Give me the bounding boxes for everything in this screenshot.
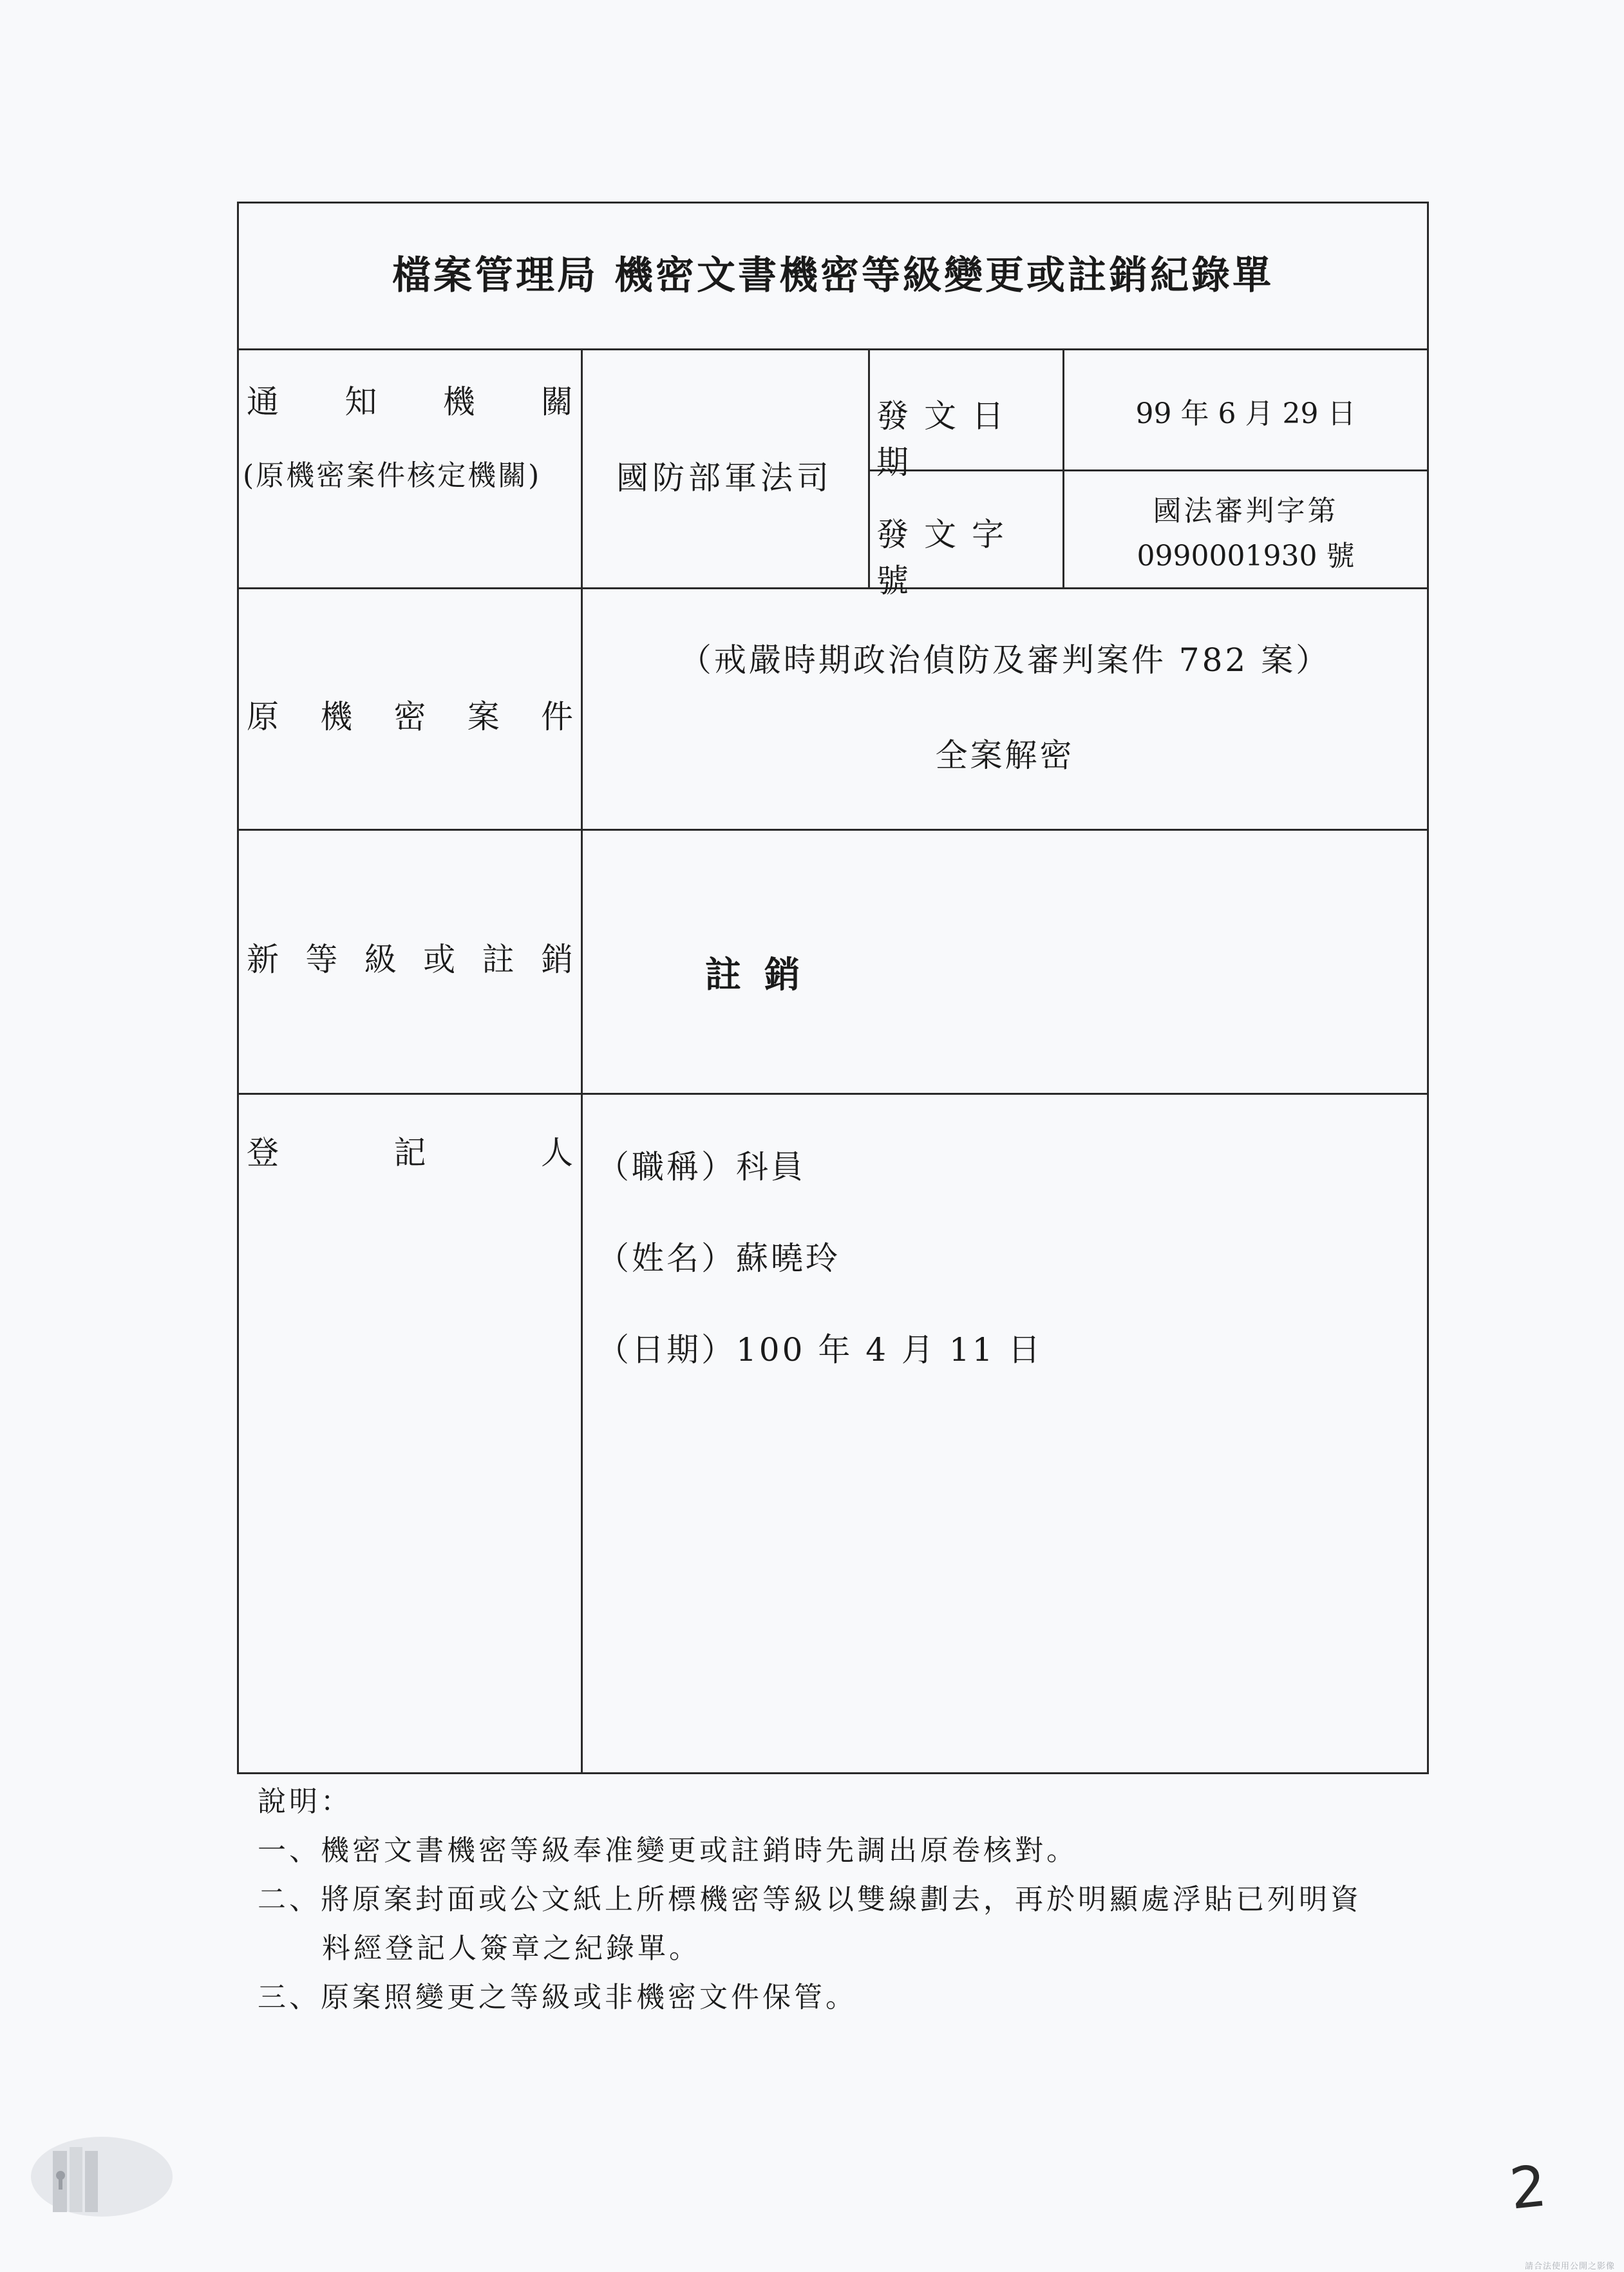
issue-number-label-cell xyxy=(869,471,1064,600)
notify-agency-label-cell xyxy=(238,350,582,589)
original-case-line2: 全案解密 xyxy=(935,737,1075,774)
original-case-line1: （戒嚴時期政治偵防及審判案件 782 案） xyxy=(679,641,1331,679)
archive-logo-icon xyxy=(26,2132,174,2222)
notes-item-2-line-2: 料經登記人簽章之紀錄單。 xyxy=(322,1932,701,1965)
issue-number-line2: 0990001930 號 xyxy=(1137,540,1355,573)
notify-agency-value-cell xyxy=(582,350,869,589)
notes-heading: 說明： xyxy=(258,1785,352,1818)
notes-item-3: 三、原案照變更之等級或非機密文件保管。 xyxy=(258,1981,857,2014)
original-case-label: 原 機 密 案 件 xyxy=(247,698,573,735)
notes-item-1: 一、機密文書機密等級奉准變更或註銷時先調出原卷核對。 xyxy=(258,1834,1078,1867)
issue-date-value: 99 年 6 月 29 日 xyxy=(1135,397,1356,430)
issue-date-value-cell xyxy=(1064,350,1428,471)
original-case-value-cell xyxy=(582,589,1428,830)
notify-agency-value: 國防部軍法司 xyxy=(616,459,833,497)
registrar-label: 登 記 人 xyxy=(247,1134,573,1171)
original-case-label-cell xyxy=(238,589,582,830)
registrar-label-cell xyxy=(238,1094,582,1774)
notify-agency-label: 通 知 機 關 xyxy=(247,383,573,421)
issue-date-label: 發文日期 xyxy=(876,397,1019,481)
new-level-value-cell xyxy=(582,830,1428,1094)
issue-number-line1: 國法審判字第 xyxy=(1153,495,1339,527)
record-form-table xyxy=(237,202,1429,1774)
new-level-label: 新 等 級 或 註 銷 xyxy=(247,941,573,978)
issue-number-value-cell xyxy=(1064,471,1428,589)
issue-date-label-cell xyxy=(869,350,1064,481)
registrar-value-cell xyxy=(582,1094,1428,1774)
form-title: 檔案管理局 機密文書機密等級變更或註銷紀錄單 xyxy=(238,203,1428,350)
notes-item-2-line-1: 二、將原案封面或公文紙上所標機密等級以雙線劃去，再於明顯處浮貼已列明資 xyxy=(258,1883,1362,1916)
notes-section xyxy=(258,1777,1362,2022)
new-level-value: 註 銷 xyxy=(705,954,806,996)
registrar-date: （日期）100 年 4 月 11 日 xyxy=(597,1331,1043,1368)
registrar-title: （職稱）科員 xyxy=(597,1148,806,1186)
notify-agency-sublabel: (原機密案件核定機關) xyxy=(243,459,542,492)
page-number: 2 xyxy=(1506,2152,1550,2222)
issue-number-label: 發文字號 xyxy=(876,516,1019,600)
watermark-text: 請合法使用公開之影像 xyxy=(1524,2262,1615,2271)
new-level-label-cell xyxy=(238,830,582,1094)
registrar-name: （姓名）蘇曉玲 xyxy=(597,1240,840,1277)
